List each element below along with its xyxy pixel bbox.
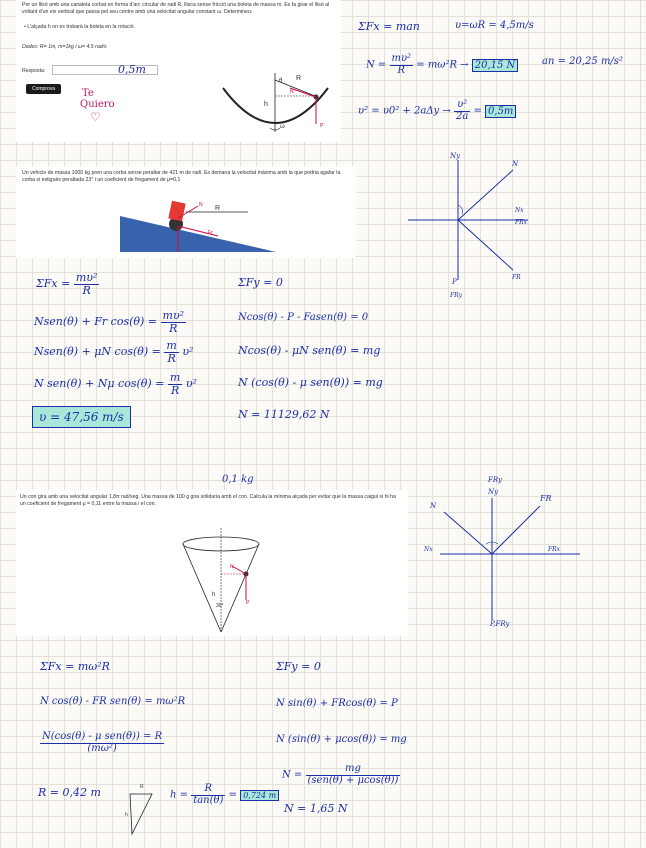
fig1-N: N [290,89,294,95]
fig1-P: P [320,123,324,129]
p2-right-eq-1: Ncos(θ) - P - Fasen(θ) = 0 [238,312,369,323]
p2-right-eq-4: N = 11129,62 N [238,408,330,421]
ramp [120,216,276,252]
p2-left-eq-1: Nsen(θ) + Fr cos(θ) = $\frac{\text{mυ²}}{R}$ [34,309,185,335]
ramp-figure [118,196,278,256]
p3-result-h: 0,724 m [240,790,279,801]
fig3-h: h [212,592,216,598]
problem2-statement: Un vehicle de massa 1000 kg pren una corba sense peraltar de 421 m de radi. Es demana la velocitat màxima amb la que podria agafar la corba si estigués peraltada 23° i un coeficient de fregament de μ=0,1 [22,170,341,183]
cone-right [221,544,259,632]
problem1-bullet: • L'alçada h on es trobarà la boleta en la rotació. [24,24,135,30]
fig1-omega: ω [280,124,285,130]
axis3-PFry: P,FRy [490,620,510,628]
note-quiero: Quiero [80,99,115,110]
p3-right-eq-1: N sin(θ) + FRcos(θ) = P [276,698,398,709]
check-button[interactable]: Comprova [26,84,61,94]
p2-left-eq-0: ΣFx = $\frac{\text{mυ²}}{R}$ [36,271,98,297]
axis3-Nx: Nx [424,546,433,553]
bowl-arc [223,88,328,123]
axis3-N [444,512,492,554]
p2-left-eq-3: N sen(θ) + Nμ cos(θ) = $\frac{m}{R}$ υ² [34,371,197,397]
axis2-N-label: N [512,160,519,168]
p3-left-eq-0: ΣFx = mω²R [40,660,110,673]
axis3-Fr [492,506,540,554]
heart-icon: ♡ [90,110,101,124]
fig1-R: R [296,75,302,82]
axis2-Nx: Nx [515,207,524,214]
fig1-theta: θ [279,78,283,84]
problem1-statement: Per un llisó amb una canaleta corbat en forma d'arc circular de radi R, llisca sense fricció una boleta de massa m. Es fa girar el llisó al voltant d'un eix vertical que passa pel seu centre amb una velocitat angular constant ω. Determineu: [22,2,330,15]
fig2-R: R [215,205,221,212]
fig3-P: P [246,600,250,606]
axis2-Frx: FRx [515,219,528,226]
problem1-bullet-text: L'alçada h on es trobarà la boleta en la rotació. [27,24,135,30]
fig2-Fr: Fr [208,230,213,236]
p1-eq5: υ² = υ0² + 2aΔy → $\frac{\text{υ²}}{2a}$ = 0,5m [358,100,516,122]
p3-N-eq: N = $\frac{mg}{\text{(sen(θ) + μcos(θ))}}$ [282,763,399,786]
p1-eq3: N = $\frac{\text{mυ²}}{R}$ = mω²R → 20,15 N [366,54,518,76]
tri-h: h [125,812,128,818]
answer-value: 0,5m [118,63,146,76]
problem3-statement: Un con gira amb una velocitat angular 1,8π rad/seg. Una massa de 100 g gira solidaria amb el con. Calcula la mínima alçada per evitar que la massa caigui si hi ha un coeficient de fregament μ = 0,11 entre la massa i el con. [20,494,396,507]
p3-right-eq-2: N (sin(θ) + μcos(θ)) = mg [276,734,407,745]
axis2-Ny: Ny [450,152,461,160]
p3-left-R: R = 0,42 m [38,786,101,799]
axis3-N-label: N [430,502,437,510]
car-body [168,201,185,222]
p3-left-eq-1: N cos(θ) - FR sen(θ) = mω²R [40,696,186,707]
tri-R: R [140,784,144,790]
p1-result-n: 20,15 N [472,59,519,72]
axis3-Fr-label: FR [540,494,552,503]
answer-label: Resposta: [22,68,46,74]
axis2-Fry: FRy [450,292,462,299]
p2-right-eq-2: Ncos(θ) - μN sen(θ) = mg [238,344,381,357]
p3-h-eq: h = $\frac{R}{\tan(\theta)}$ = 0,724 m [170,784,279,806]
p2-right-eq-0: ΣFy = 0 [238,276,283,289]
fig2-N: N [199,202,203,208]
p2-result-v: υ = 47,56 m/s [32,406,131,428]
axis3-Ny: Ny [488,488,499,496]
p3-left-frac: $\frac{\text{N(cos(θ) - μ sen(θ)) = R}}{\text{(mω²)}}$ [42,731,163,754]
triangle-figure [128,790,158,838]
p3-N-result: N = 1,65 N [284,802,348,815]
p2-left-eq-2: Nsen(θ) + μN cos(θ) = $\frac{m}{R}$ υ² [34,339,194,365]
p1-result-h: 0,5m [485,105,516,118]
cone-left [183,544,221,632]
p3-right-eq-0: ΣFy = 0 [276,660,321,673]
cone-n-arrow [232,566,246,574]
cone-figure [176,520,266,636]
p1-eq1: ΣFx = man [358,20,420,33]
problem1-given: Dades: R= 1m, m=1kg i ω= 4.5 rad/s [22,44,107,50]
bowl-figure [220,68,335,138]
fig3-angle: 30° [216,603,224,609]
p2-right-eq-3: N (cos(θ) - μ sen(θ)) = mg [238,376,383,389]
axis2-Fr [458,220,513,270]
fig1-h: h [264,101,268,108]
axis2-Fr-label: FR [512,274,521,281]
p3-mass-note: 0,1 kg [222,474,254,485]
axis3-Fry-top: FRy [488,476,502,484]
p1-eq2: υ=ωR = 4,5m/s [455,20,534,31]
p1-eq4: an = 20,25 m/s² [542,56,623,67]
note-te: Te [82,88,94,99]
fig3-N: N [230,564,234,570]
axis3-Frx: FRx [548,546,561,553]
axes3-figure [430,490,590,626]
axis2-P: P [452,278,457,286]
axis2-N [458,170,513,220]
